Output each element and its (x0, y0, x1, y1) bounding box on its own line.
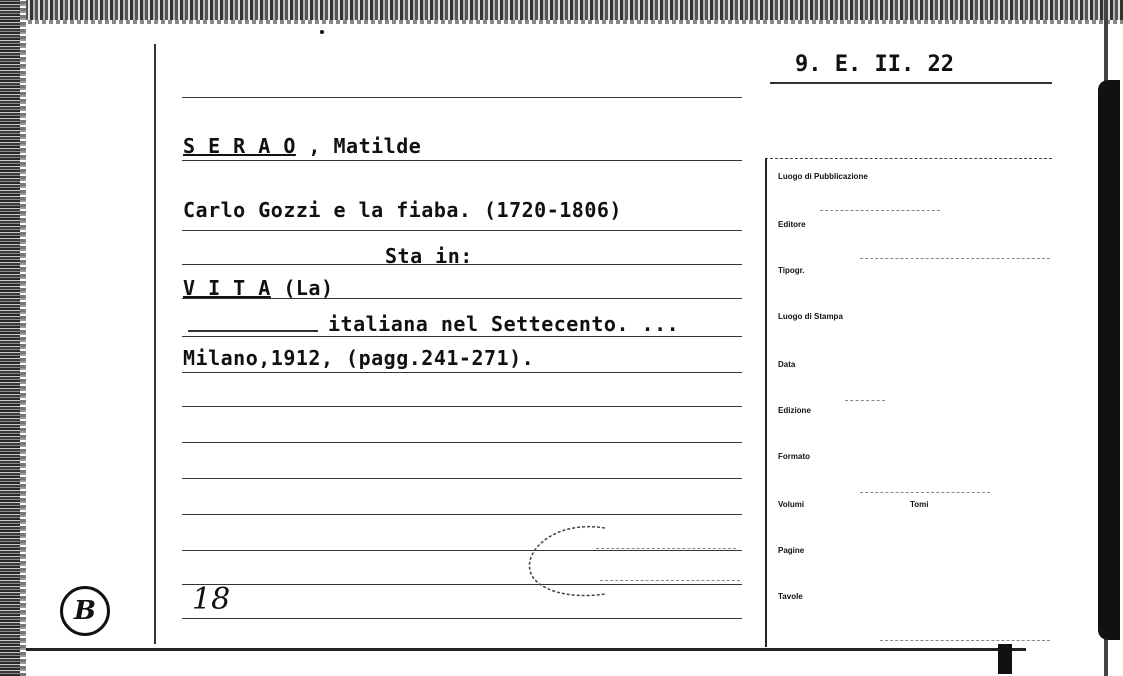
form-field-line (820, 210, 940, 211)
journal-line (183, 276, 334, 300)
ruled-line (182, 336, 742, 337)
form-label-formato: Formato (778, 452, 810, 461)
form-label-pagine: Pagine (778, 546, 805, 555)
ruled-line (182, 372, 742, 373)
scan-edge-top-noise (0, 20, 1123, 24)
ruled-line (182, 160, 742, 161)
form-field-line (860, 258, 1050, 259)
scan-speck (320, 30, 324, 34)
sta-in-label: Sta in: (385, 244, 473, 268)
journal-article: (La) (283, 276, 334, 300)
form-field-line (845, 400, 885, 401)
publication-form-box (765, 158, 1052, 647)
card-margin-line (154, 44, 156, 644)
ruled-line (182, 584, 742, 585)
form-label-luogo-stampa: Luogo di Stampa (778, 312, 843, 321)
form-field-line (860, 492, 990, 493)
journal-title: V I T A (183, 276, 271, 300)
author-separator: , (308, 134, 321, 158)
form-field-line (596, 548, 736, 549)
ruled-line (182, 442, 742, 443)
punch-hole-outline (515, 520, 610, 605)
scan-edge-left (0, 0, 20, 676)
continuation-dash (188, 330, 318, 332)
form-label-editore: Editore (778, 220, 806, 229)
ruled-line (182, 550, 742, 551)
ruled-line (182, 478, 742, 479)
title-line: Carlo Gozzi e la fiaba. (1720-1806) (183, 198, 622, 222)
imprint-line: Milano,1912, (pagg.241-271). (183, 346, 535, 370)
author-line (183, 134, 421, 158)
ruled-line (182, 618, 742, 619)
scan-edge-left-noise (20, 0, 26, 676)
form-field-line (880, 640, 1050, 641)
form-label-edizione: Edizione (778, 406, 811, 415)
handwritten-circled-mark (60, 586, 110, 636)
ruled-line (182, 97, 742, 98)
journal-continuation: italiana nel Settecento. ... (328, 312, 680, 336)
scan-edge-top (0, 0, 1123, 20)
shelfmark: 9. E. II. 22 (795, 52, 954, 77)
form-field-line (600, 580, 740, 581)
handwritten-number: 18 (192, 582, 231, 617)
form-label-data: Data (778, 360, 796, 369)
card-holder-shadow (1098, 80, 1120, 640)
author-name: Matilde (333, 134, 422, 158)
scan-dark-mark (998, 644, 1012, 674)
form-label-tipografia: Tipogr. (778, 266, 805, 275)
handwritten-mark-letter: B (74, 596, 96, 626)
ruled-line (182, 514, 742, 515)
form-label-tavole: Tavole (778, 592, 803, 601)
ruled-line (182, 230, 742, 231)
form-label-tomi: Tomi (910, 500, 929, 509)
form-label-luogo-pubblicazione: Luogo di Pubblicazione (778, 172, 868, 181)
ruled-line (182, 406, 742, 407)
shelfmark-rule (770, 82, 1052, 84)
form-label-volumi: Volumi (778, 500, 805, 509)
card-bottom-edge (26, 648, 1026, 651)
author-surname: S E R A O (183, 134, 296, 158)
